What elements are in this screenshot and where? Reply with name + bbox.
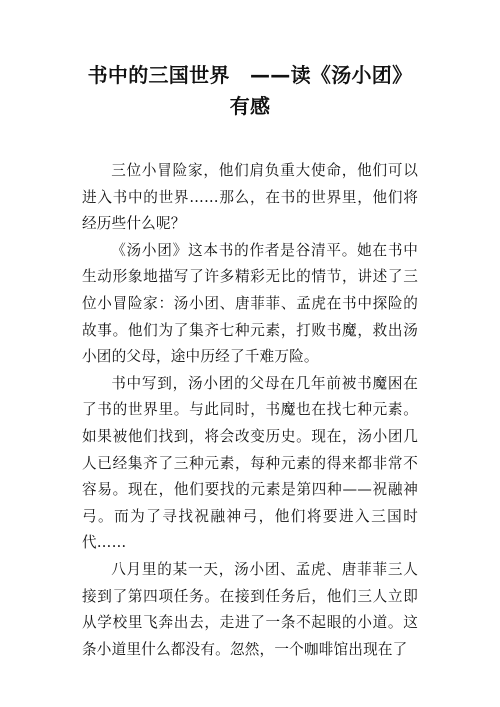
paragraph-2: 《汤小团》这本书的作者是谷清平。她在书中生动形象地描写了许多精彩无比的情节，讲述了三位小冒险家：汤小团、唐菲菲、孟虎在书中探险的故事。他们为了集齐七种元素，打败书魔，救出汤小团的父母，途中历经了千难万险。: [82, 241, 418, 366]
paragraph-4: 八月里的某一天，汤小团、孟虎、唐菲菲三人接到了第四项任务。在接到任务后，他们三人立即从学校里飞奔出去，走进了一条不起眼的小道。这条小道里什么都没有。忽然，一个咖啡馆出现在了: [82, 560, 418, 658]
paragraph-3: 书中写到，汤小团的父母在几年前被书魔困在了书的世界里。与此同时，书魔也在找七种元素。如果被他们找到，将会改变历史。现在，汤小团几人已经集齐了三种元素，每种元素的得来都非常不容易。现在，他们要找的元素是第四种——祝融神弓。而为了寻找祝融神弓，他们将要进入三国时代……: [82, 374, 418, 552]
document-title: [82, 60, 418, 122]
title-line-2: 有感: [229, 94, 271, 118]
title-line-1: 书中的三国世界 ——读《汤小团》: [87, 63, 413, 87]
document-body: [82, 158, 418, 663]
paragraph-1: 三位小冒险家，他们肩负重大使命，他们可以进入书中的世界……那么，在书的世界里，他们将经历些什么呢？: [82, 162, 418, 233]
